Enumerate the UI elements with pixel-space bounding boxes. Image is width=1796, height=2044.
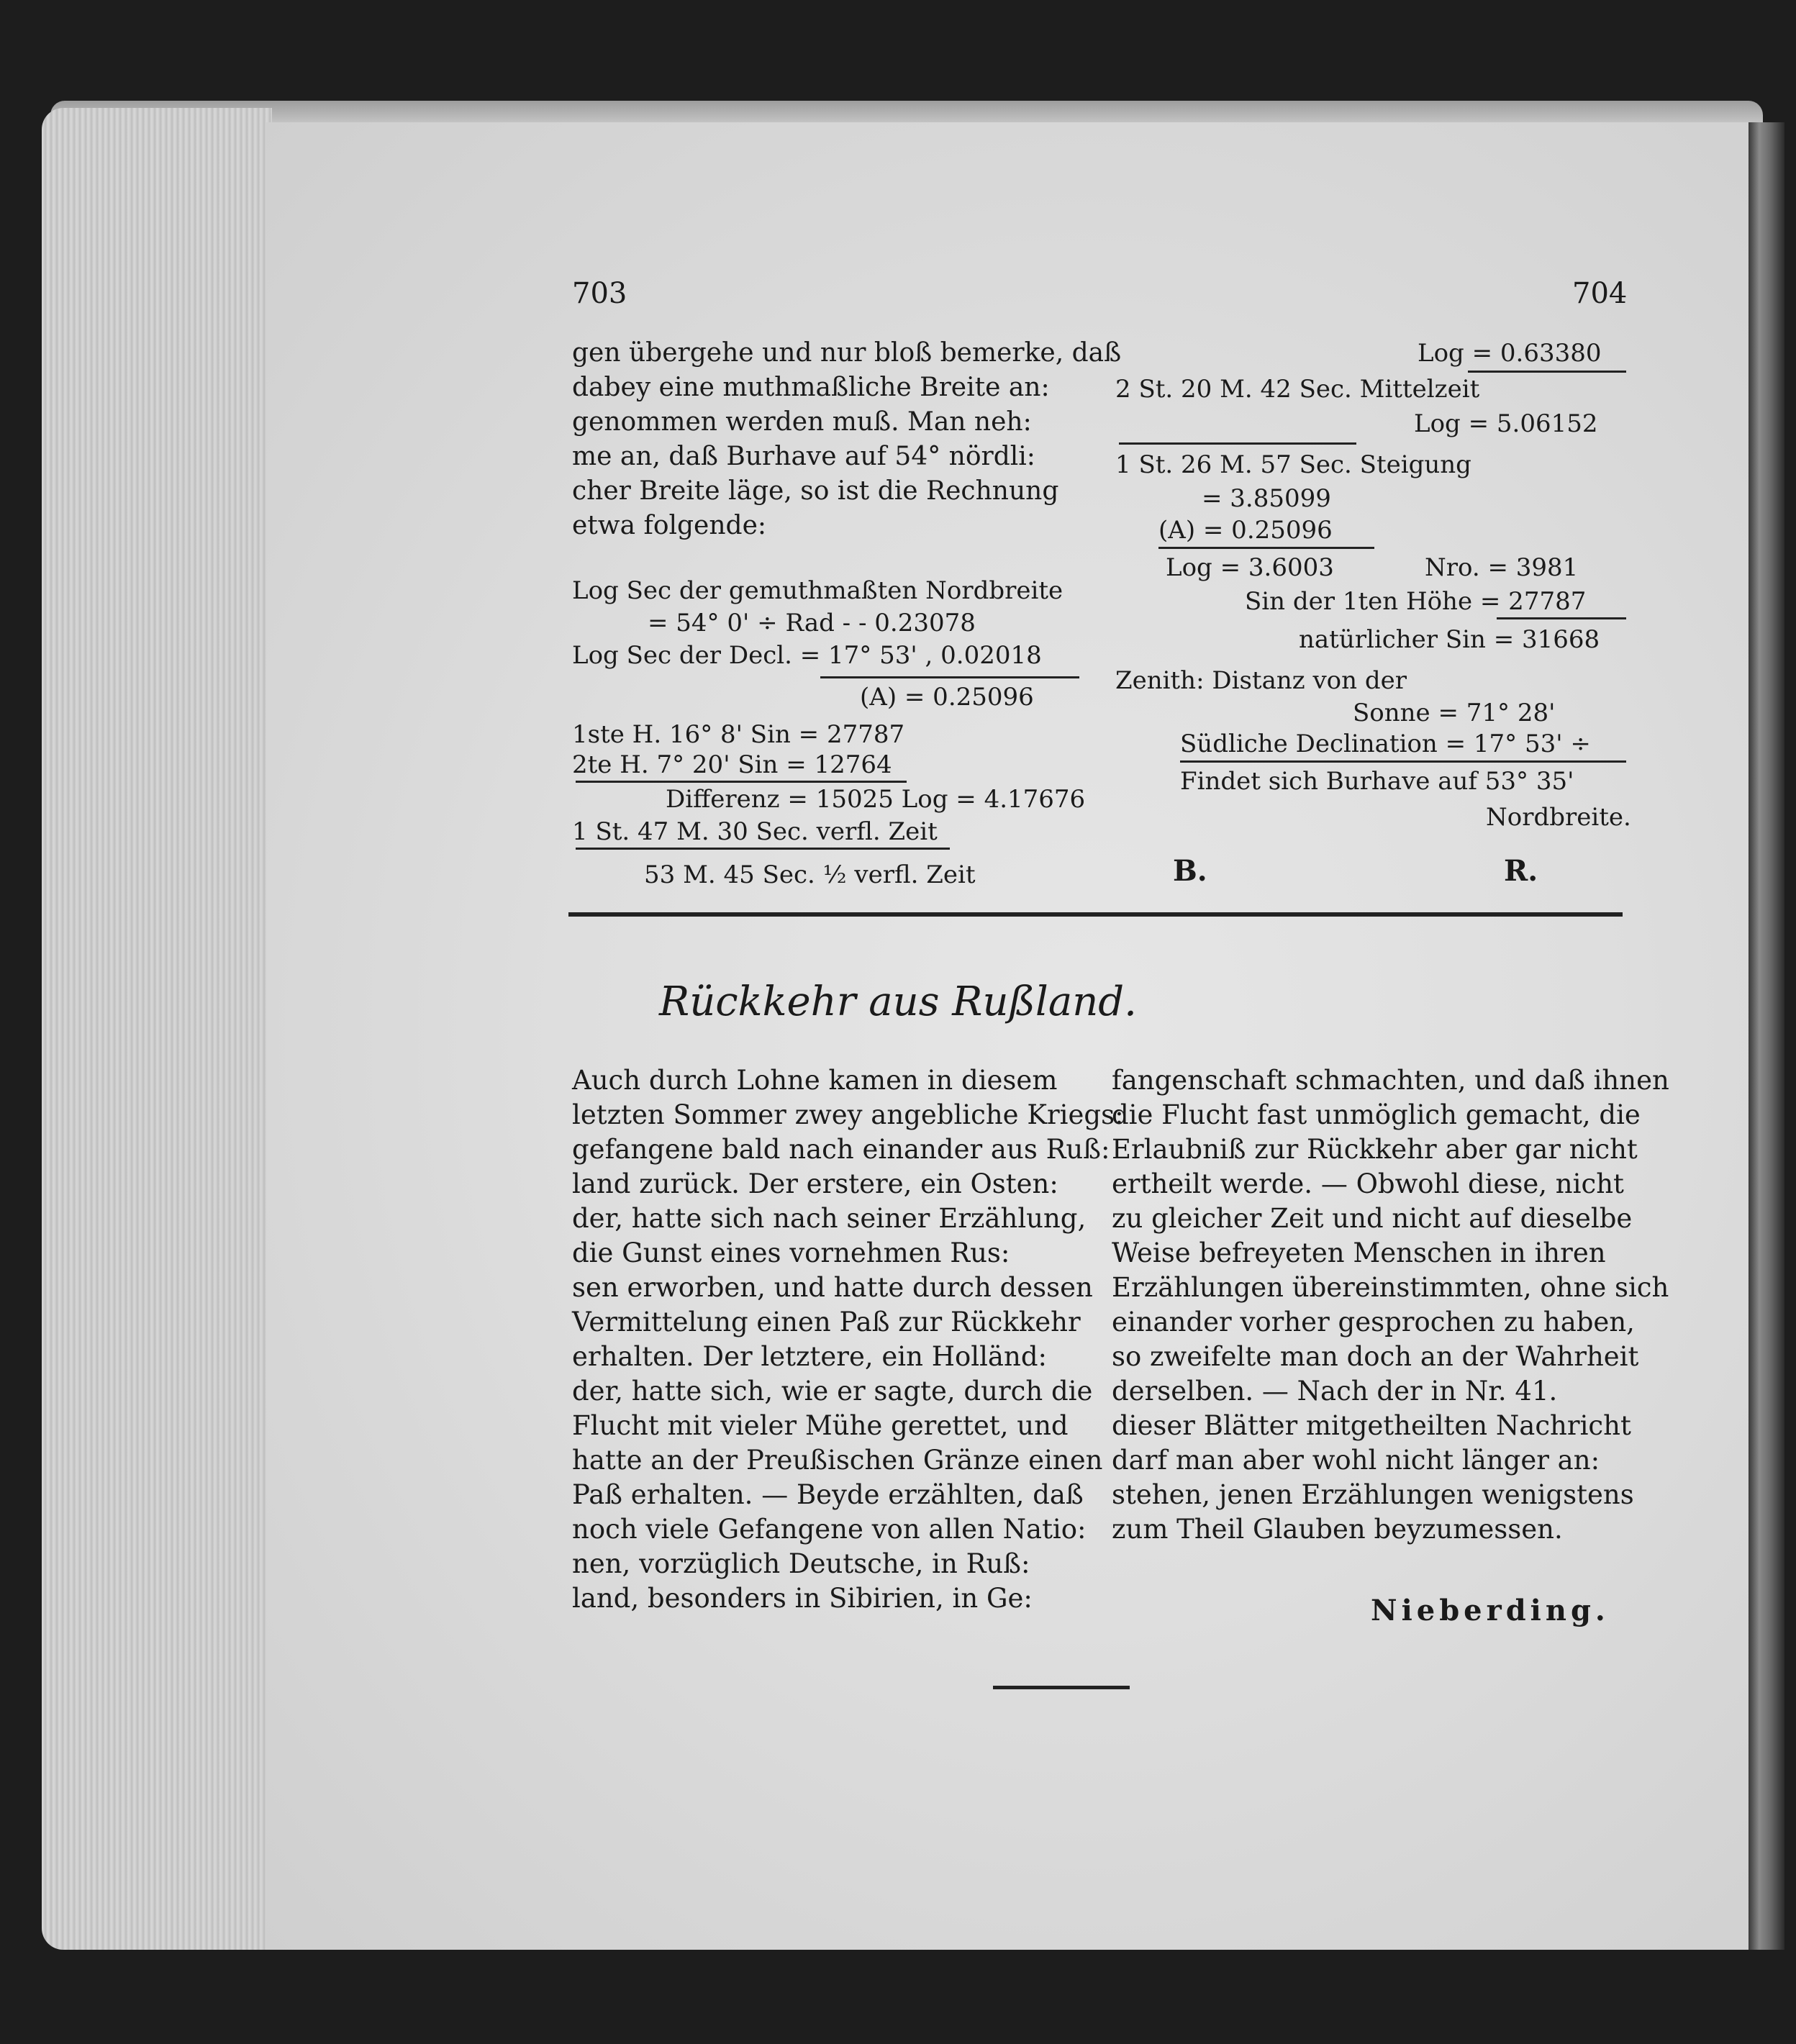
text-line: etwa folgende: — [572, 511, 767, 540]
text-line: Weise befreyeten Menschen in ihren — [1112, 1237, 1606, 1268]
text-line: dieser Blätter mitgetheilten Nachricht — [1112, 1410, 1631, 1441]
author-initial-b: B. — [1173, 854, 1207, 888]
calc-line: Log = 3.6003 — [1166, 553, 1334, 582]
text-line: sen erworben, und hatte durch dessen — [572, 1272, 1093, 1303]
text-line: der, hatte sich nach seiner Erzählung, — [572, 1203, 1087, 1234]
text-line: nen, vorzüglich Deutsche, in Ruß: — [572, 1548, 1030, 1579]
text-line: letzten Sommer zwey angebliche Kriegs: — [572, 1099, 1124, 1130]
text-line: Erlaubniß zur Rückkehr aber gar nicht — [1112, 1134, 1638, 1165]
text-line: hatte an der Preußischen Gränze einen — [572, 1445, 1103, 1476]
calc-line: = 3.85099 — [1202, 484, 1331, 513]
calc-line: Sin der 1ten Höhe = 27787 — [1245, 587, 1587, 616]
text-line: erhalten. Der letztere, ein Holländ: — [572, 1341, 1047, 1372]
calc-line: 2 St. 20 M. 42 Sec. Mittelzeit — [1115, 375, 1480, 404]
sum-rule — [1180, 760, 1626, 763]
text-line: Erzählungen übereinstimmten, ohne sich — [1112, 1272, 1669, 1303]
sum-rule — [1158, 547, 1374, 549]
calc-line: 1ste H. 16° 8' Sin = 27787 — [572, 720, 905, 749]
text-line: land zurück. Der erstere, ein Osten: — [572, 1168, 1058, 1199]
text-line: noch viele Gefangene von allen Natio: — [572, 1514, 1087, 1545]
calc-line: Log Sec der Decl. = 17° 53' , 0.02018 — [572, 641, 1042, 670]
text-line: Flucht mit vieler Mühe gerettet, und — [572, 1410, 1069, 1441]
text-line: cher Breite läge, so ist die Rechnung — [572, 476, 1059, 506]
text-line: land, besonders in Sibirien, in Ge: — [572, 1583, 1033, 1614]
text-line: derselben. — Nach der in Nr. 41. — [1112, 1376, 1558, 1407]
text-line: fangenschaft schmachten, und daß ihnen — [1112, 1065, 1669, 1096]
calc-line: 53 M. 45 Sec. ½ verfl. Zeit — [644, 860, 976, 889]
sum-rule — [820, 676, 1079, 678]
article-signature: Nieberding. — [1371, 1594, 1610, 1627]
calc-line: = 54° 0' ÷ Rad - - 0.23078 — [648, 609, 976, 637]
sum-rule — [576, 781, 907, 783]
text-line: dabey eine muthmaßliche Breite an: — [572, 373, 1050, 402]
calc-line: Sonne = 71° 28' — [1353, 699, 1556, 727]
calc-line: Log Sec der gemuthmaßten Nordbreite — [572, 576, 1063, 605]
text-line: die Gunst eines vornehmen Rus: — [572, 1237, 1010, 1268]
text-line: Paß erhalten. — Beyde erzählten, daß — [572, 1479, 1084, 1510]
calc-line: 1 St. 26 M. 57 Sec. Steigung — [1115, 450, 1471, 479]
text-line: darf man aber wohl nicht länger an: — [1112, 1445, 1600, 1476]
text-line: stehen, jenen Erzählungen wenigstens — [1112, 1479, 1634, 1510]
calc-line: Südliche Declination = 17° 53' ÷ — [1180, 730, 1591, 758]
sum-rule — [1119, 442, 1356, 445]
calc-line: Log = 5.06152 — [1414, 409, 1598, 438]
text-line: Auch durch Lohne kamen in diesem — [572, 1065, 1058, 1096]
text-line: einander vorher gesprochen zu haben, — [1112, 1307, 1635, 1337]
text-line: gefangene bald nach einander aus Ruß: — [572, 1134, 1110, 1165]
calc-line: Nro. = 3981 — [1425, 553, 1579, 582]
sum-rule — [576, 848, 950, 850]
text-line: so zweifelte man doch an der Wahrheit — [1112, 1341, 1639, 1372]
text-line: genommen werden muß. Man neh: — [572, 407, 1032, 437]
book-page-stack — [42, 108, 272, 1950]
article-title: Rückkehr aus Rußland. — [659, 978, 1137, 1025]
page-number-left: 703 — [572, 277, 627, 310]
calc-line: (A) = 0.25096 — [860, 683, 1034, 712]
sum-rule — [1497, 617, 1626, 619]
calc-line: natürlicher Sin = 31668 — [1299, 625, 1600, 654]
text-line: zu gleicher Zeit und nicht auf dieselbe — [1112, 1203, 1633, 1234]
text-line: die Flucht fast unmöglich gemacht, die — [1112, 1099, 1641, 1130]
calc-line: Log = 0.63380 — [1418, 339, 1602, 368]
section-divider — [568, 912, 1623, 917]
calc-line: Differenz = 15025 Log = 4.17676 — [666, 785, 1086, 814]
text-line: gen übergehe und nur bloß bemerke, daß — [572, 338, 1122, 368]
page-number-right: 704 — [1572, 277, 1628, 310]
text-line: ertheilt werde. — Obwohl diese, nicht — [1112, 1168, 1624, 1199]
sum-rule — [1468, 371, 1626, 373]
text-line: Vermittelung einen Paß zur Rückkehr — [572, 1307, 1081, 1337]
calc-line: 2te H. 7° 20' Sin = 12764 — [572, 750, 892, 779]
calc-line: 1 St. 47 M. 30 Sec. verfl. Zeit — [572, 817, 938, 846]
text-line: zum Theil Glauben beyzumessen. — [1112, 1514, 1563, 1545]
text-line: der, hatte sich, wie er sagte, durch die — [572, 1376, 1093, 1407]
calc-line: Findet sich Burhave auf 53° 35' — [1180, 767, 1574, 796]
calc-line: Nordbreite. — [1486, 803, 1631, 832]
end-rule — [993, 1686, 1130, 1689]
calc-line: (A) = 0.25096 — [1158, 516, 1333, 545]
author-initial-r: R. — [1504, 854, 1538, 888]
text-line: me an, daß Burhave auf 54° nördli: — [572, 442, 1035, 471]
book-right-edge — [1749, 122, 1784, 1950]
calc-line: Zenith: Distanz von der — [1115, 666, 1407, 695]
